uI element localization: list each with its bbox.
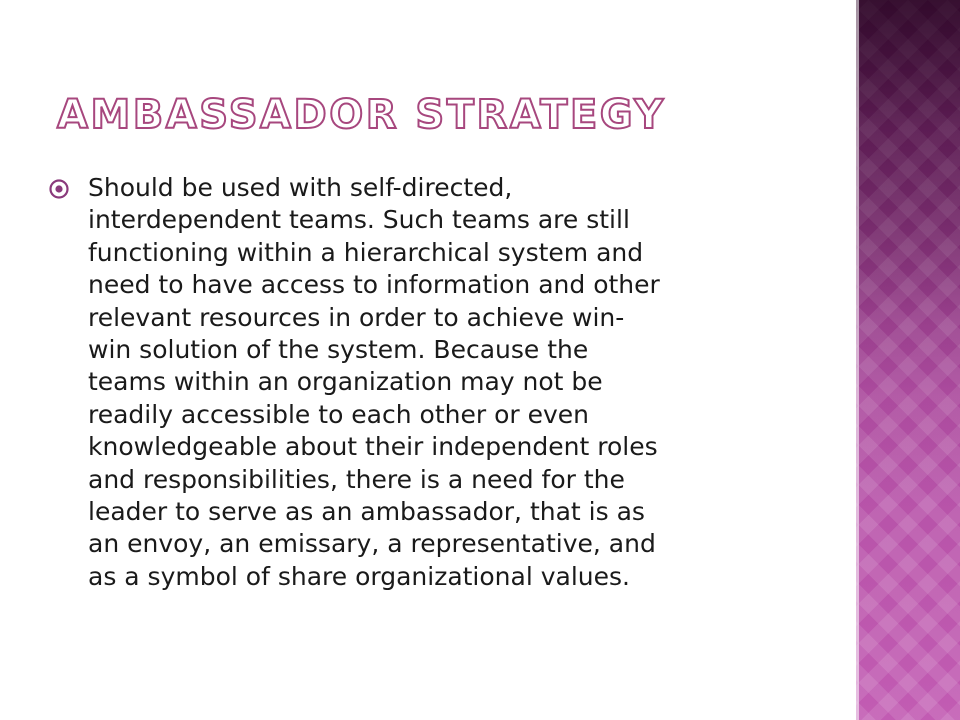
- bullet-line-8: readily accessible to each other or even: [88, 399, 590, 429]
- bullet-line-12: an envoy, an emissary, a representative, and: [88, 529, 656, 559]
- bullet-text: [88, 172, 808, 593]
- bullet-item: [48, 172, 848, 593]
- bullet-line-11: leader to serve as an ambassador, that is as: [88, 497, 645, 527]
- bullet-line-4: need to have access to information and other: [88, 270, 660, 300]
- bullet-line-1: Should be used with self-directed,: [88, 173, 513, 202]
- bullet-line-7: teams within an organization may not be: [88, 367, 603, 397]
- slide-content: [48, 172, 848, 593]
- decorative-side-panel: [856, 0, 960, 720]
- bullet-line-2: interdependent teams. Such teams are still: [88, 205, 630, 235]
- bullet-line-10: and responsibilities, there is a need for the: [88, 464, 625, 494]
- bullet-line-6: win solution of the system. Because the: [88, 335, 589, 365]
- bullet-line-5: relevant resources in order to achieve win-: [88, 302, 625, 332]
- target-bullet-icon: [48, 178, 70, 200]
- side-panel-divider: [856, 0, 859, 720]
- bullet-line-3: functioning within a hierarchical system and: [88, 237, 644, 267]
- slide-title: AMBASSADOR STRATEGY: [57, 92, 666, 138]
- bullet-line-13: as a symbol of share organizational values.: [88, 561, 630, 591]
- bullet-line-9: knowledgeable about their independent roles: [88, 432, 658, 462]
